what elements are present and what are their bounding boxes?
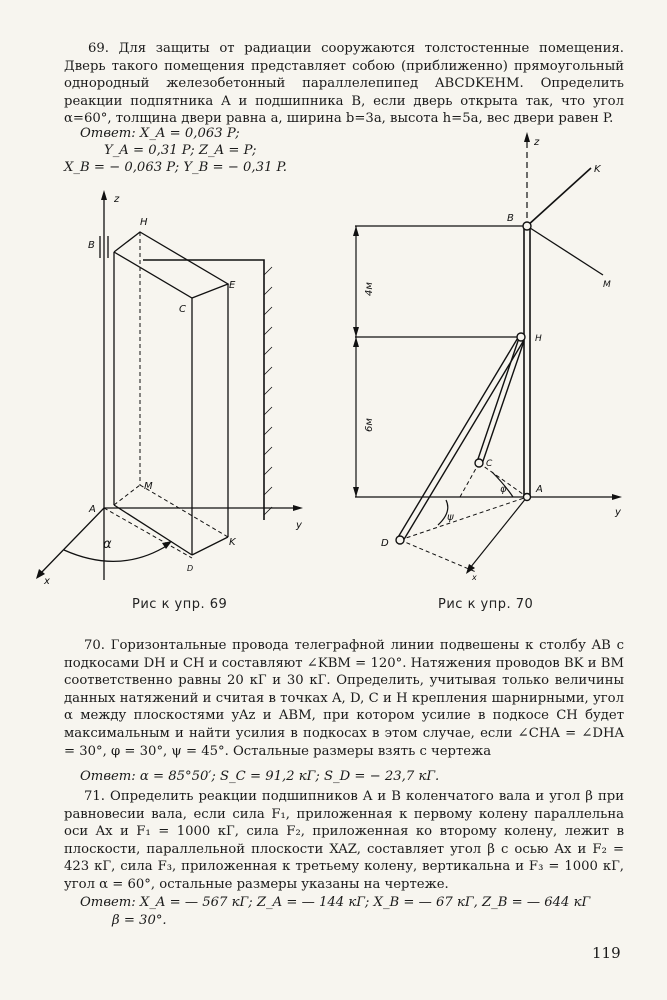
fig70-joint-B xyxy=(523,222,531,230)
fig70-joint-D xyxy=(396,536,404,544)
fig69-label-K: K xyxy=(229,537,236,548)
fig69-label-x: x xyxy=(44,576,50,585)
fig69-label-M: M xyxy=(144,481,153,492)
fig70-label-4m: 4м xyxy=(364,282,375,296)
fig70-label-B: B xyxy=(507,213,514,224)
page-number: 119 xyxy=(592,944,621,962)
figure-70-pole-diagram xyxy=(340,128,640,583)
fig70-joint-C xyxy=(475,459,483,467)
fig70-label-M: M xyxy=(603,280,611,290)
fig70-label-psi: ψ xyxy=(447,512,454,523)
fig70-label-K: K xyxy=(594,164,601,175)
fig70-label-A: A xyxy=(536,484,543,495)
fig70-label-C: C xyxy=(486,459,493,469)
problem-69-answer-line1: Ответ: X_A = 0,063 P; xyxy=(80,126,240,141)
problem-71-answer-line1: Ответ: X_A = — 567 кГ; Z_A = — 144 кГ; X_B = — 67 кГ, Z_B = — 644 кГ xyxy=(80,895,591,910)
fig69-door-top-face xyxy=(114,232,228,298)
fig70-strut-CH xyxy=(477,338,519,462)
fig70-strut-DH xyxy=(397,336,519,539)
fig69-label-A: A xyxy=(89,504,96,515)
fig70-joint-H xyxy=(517,333,525,341)
fig70-wire-BM xyxy=(527,226,603,275)
problem-71-answer-line2: β = 30°. xyxy=(112,913,167,928)
fig69-label-E: E xyxy=(229,280,236,291)
fig69-label-B: B xyxy=(88,240,95,251)
figure-69-door-diagram xyxy=(30,180,340,585)
problem-69-answer-line2: Y_A = 0,31 P; Z_A = P; xyxy=(104,143,257,158)
problem-71-text: 71. Определить реакции подшипников A и B коленчатого вала и угол β при равновесии вала, если сила F₁, приложенная к первому колену параллельна оси Ax и F₁ = 1000 кГ, сила F₂, приложенная ко второму колену, лежит в плоскости, параллельной плоскости XAZ, составляет угол β с осью Ax и F₂ = 423 кГ, сила F₃, приложенная к третьему колену, вертикальна и F₃ = 1000 кГ, угол α = 60°, остальные размеры указаны на чертеже. xyxy=(64,789,624,892)
fig70-label-6m: 6м xyxy=(364,418,375,432)
fig69-label-D: D xyxy=(187,564,194,573)
fig69-label-C: C xyxy=(179,304,186,315)
fig69-x-axis xyxy=(40,508,104,574)
fig70-x-axis xyxy=(470,497,527,568)
fig70-joint-A xyxy=(524,494,531,501)
fig69-label-alpha: α xyxy=(103,537,112,552)
problem-70-answer: Ответ: α = 85°50′; S_C = 91,2 кГ; S_D = − 23,7 кГ. xyxy=(80,769,440,784)
fig70-label-z: z xyxy=(534,137,540,148)
fig70-wire-BK xyxy=(527,168,591,226)
fig70-label-y: y xyxy=(615,507,621,518)
fig70-label-D: D xyxy=(381,538,389,549)
problem-69-text: 69. Для защиты от радиации сооружаются толстостенные помещения. Дверь такого помещения представляет собою (приближенно) прямоугольный однородный железобетонный параллелепипед ABCDKEHM. Определить реакции подпятника A и подшипника B, если дверь открыта так, что угол α=60°, толщина двери равна a, ширина b=3a, высота h=5a, вес двери равен P. xyxy=(64,41,624,127)
fig70-label-x: x xyxy=(472,573,477,582)
figure-70-caption: Рис к упр. 70 xyxy=(438,597,534,612)
fig69-label-y: y xyxy=(296,520,302,531)
figure-69-caption: Рис к упр. 69 xyxy=(132,597,228,612)
problem-69-answer-line3: X_B = − 0,063 P; Y_B = − 0,31 P. xyxy=(64,160,287,175)
fig69-alpha-arc xyxy=(64,545,168,561)
fig70-label-phi: φ xyxy=(500,484,507,495)
fig70-label-H: H xyxy=(535,334,542,344)
fig69-label-z: z xyxy=(114,194,120,205)
problem-70-text: 70. Горизонтальные провода телеграфной линии подвешены к столбу AB с подкосами DH и CH и составляют ∠KBM = 120°. Натяжения проводов BK и BM соответственно равны 20 кГ и 30 кГ. Определить, учитывая только величины данных натяжений и считая в точках A, D, C и H крепления шарнирными, угол α между плоскостями yAz и ABM, при котором усилие в подкосе CH будет максимальным и найти усилия в подкосах в этом случае, если ∠CHA = ∠DHA = 30°, φ = 30°, ψ = 45°. Остальные размеры взять с чертежа xyxy=(64,638,624,759)
fig69-label-H: H xyxy=(140,217,148,228)
